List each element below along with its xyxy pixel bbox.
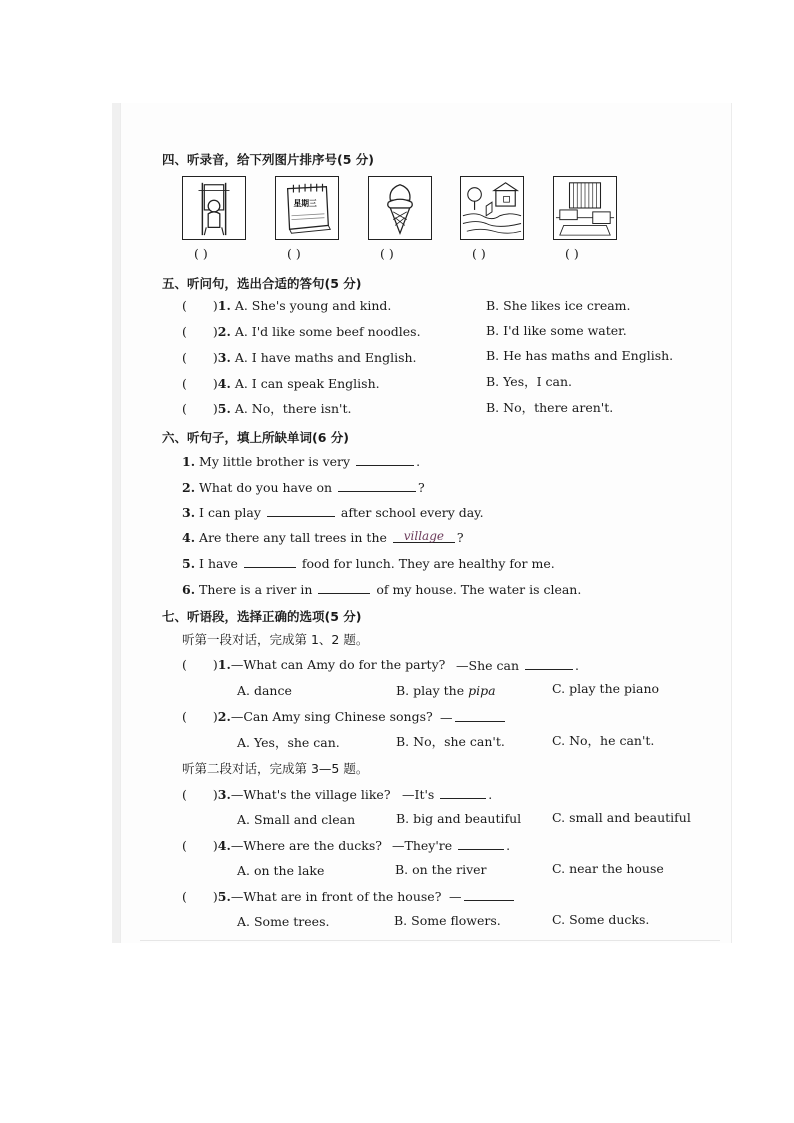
s7-q2: ( )2.—Can Amy sing Chinese songs? [182,709,433,724]
room-interior-icon [554,177,616,239]
s7-q4: ( )4.—Where are the ducks? [182,838,382,853]
fill-blank-5[interactable] [244,555,296,568]
page-bottom-divider [140,940,720,941]
s7-q5-option-c[interactable]: C. Some ducks. [552,912,650,927]
fill-blank-6[interactable] [318,581,370,594]
s7-q5-response: — [449,888,516,905]
village-river-icon [461,177,523,239]
answer-paren-pic-5[interactable]: ( ) [565,246,579,261]
answer-paren-pic-1[interactable]: ( ) [194,246,208,261]
s5-item-2: ( )2. A. I'd like some beef noodles. [182,324,421,339]
calendar-label: 星期三 [293,199,317,209]
s5-item-4-option-b: B. Yes，I can. [486,374,572,389]
q3-blank[interactable] [440,786,486,799]
picture-2 [275,176,339,240]
fill-blank-2[interactable] [338,479,416,492]
s7-q3-option-b[interactable]: B. big and beautiful [396,811,522,826]
answer-paren-pic-3[interactable]: ( ) [380,246,394,261]
s7-q2-response: — [440,709,507,726]
s7-q2-option-a[interactable]: A. Yes，she can. [237,735,340,750]
s5-item-2-option-b: B. I'd like some water. [486,323,627,338]
s7-q3: ( )3.—What's the village like? [182,787,391,802]
picture-5 [553,176,617,240]
s7-q2-option-b[interactable]: B. No，she can't. [396,734,505,749]
s7-q5: ( )5.—What are in front of the house? [182,889,442,904]
s7-q3-response: —It's . [402,787,493,802]
s7-q5-option-a[interactable]: A. Some trees. [237,914,330,929]
s5-item-4: ( )4. A. I can speak English. [182,376,380,391]
s5-item-5-option-b: B. No，there aren't. [486,400,614,415]
s5-item-1-option-b: B. She likes ice cream. [486,298,631,313]
q4-blank[interactable] [458,837,504,850]
s6-item-5: 5. I have food for lunch. They are healthy for me. [182,556,555,571]
painting-easel-icon [183,177,245,239]
answer-paren-pic-4[interactable]: ( ) [472,246,486,261]
q2-blank[interactable] [455,709,505,722]
picture-4 [460,176,524,240]
s6-item-3: 3. I can play after school every day. [182,505,484,520]
s7-q1: ( )1.—What can Amy do for the party? [182,657,446,672]
s7-q1-option-a[interactable]: A. dance [237,683,292,698]
section6-title: 六、听句子，填上所缺单词(6 分) [162,430,349,445]
s7-q1-option-b[interactable]: B. play the pipa [396,683,496,698]
s6-item-2: 2. What do you have on ? [182,480,425,495]
s5-item-1: ( )1. A. She's young and kind. [182,298,392,313]
q1-blank[interactable] [525,657,573,670]
q5-blank[interactable] [464,888,514,901]
s7-q4-option-c[interactable]: C. near the house [552,861,664,876]
s7-q5-option-b[interactable]: B. Some flowers. [394,913,501,928]
s7-q1-response: —She can . [456,658,579,673]
answer-paren-pic-2[interactable]: ( ) [287,246,301,261]
s5-item-3-option-b: B. He has maths and English. [486,348,674,363]
s5-item-3: ( )3. A. I have maths and English. [182,350,417,365]
fill-blank-3[interactable] [267,504,335,517]
s7-q3-option-a[interactable]: A. Small and clean [237,812,356,827]
s6-item-1: 1. My little brother is very . [182,454,421,469]
s7-q1-option-c[interactable]: C. play the piano [552,681,660,696]
fill-blank-1[interactable] [356,453,414,466]
s7-q4-option-a[interactable]: A. on the lake [237,863,325,878]
s7-q3-option-c[interactable]: C. small and beautiful [552,810,691,825]
s7-q2-option-c[interactable]: C. No，he can't. [552,733,655,748]
answer-paren-open[interactable]: ( [182,298,187,313]
ice-cream-icon [369,177,431,239]
picture-3 [368,176,432,240]
s6-item-6: 6. There is a river in of my house. The water is clean. [182,582,582,597]
section4-title: 四、听录音，给下列图片排序号(5 分) [162,152,374,167]
section7-title: 七、听语段，选择正确的选项(5 分) [162,609,362,624]
s6-item-4: 4. Are there any tall trees in the village ? [182,529,464,545]
fill-blank-4[interactable] [393,530,455,543]
handwritten-answer: village [403,529,444,543]
section5-title: 五、听问句，选出合适的答句(5 分) [162,276,362,291]
calendar-icon [276,177,338,239]
s5-item-5: ( )5. A. No，there isn't. [182,401,352,416]
s7-intro-2: 听第二段对话，完成第 3—5 题。 [182,761,369,776]
picture-1 [182,176,246,240]
s7-q4-option-b[interactable]: B. on the river [395,862,487,877]
s7-q4-response: —They're . [392,838,511,853]
s7-intro-1: 听第一段对话，完成第 1、2 题。 [182,632,369,647]
answer-paren-close[interactable]: ) [212,298,218,313]
